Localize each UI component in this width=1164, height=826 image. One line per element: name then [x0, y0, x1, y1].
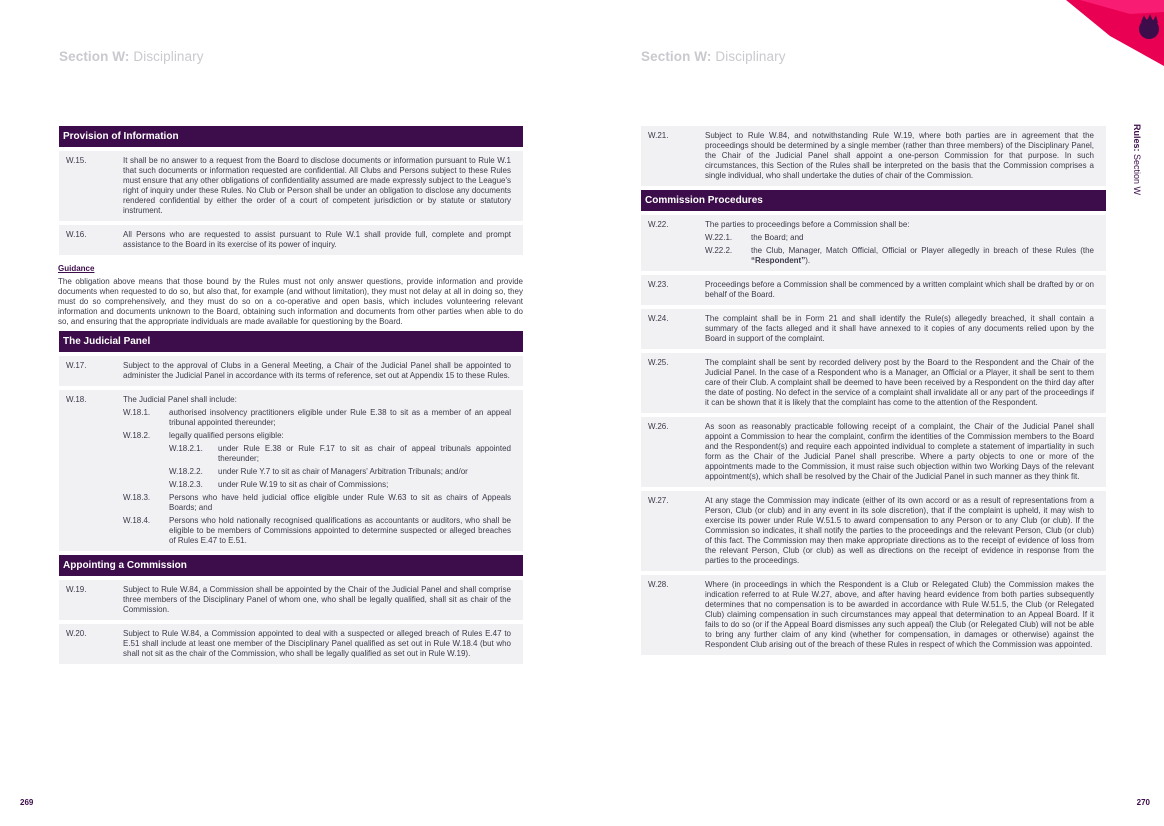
rule-w26: W.26. As soon as reasonably practicable following receipt of a complaint, the Chair of the Judicial Panel shall appoint a Commission to hear the complaint, confirm the identities of the Commission members to the Board and the Respondent(s) and require each appointed individual to complete a statement of impartiality in such form as the Chair of the Judicial Panel shall prescribe. Where a party objects to one or more of the appointments made to the Commission, it must raise such objection within two Working Days of the relevant appointment(s), which shall be resolved by the Chair of the Judicial Panel in such manner as they think fit. [641, 417, 1106, 487]
guidance-title: Guidance [58, 264, 95, 273]
rule-w22-2: W.22.2. the Club, Manager, Match Official, Official or Player allegedly in breach of these Rules (the “Respondent”). [705, 246, 1094, 265]
right-column [641, 126, 1106, 659]
rule-w18-3: W.18.3. Persons who have held judicial office eligible under Rule W.63 to sit as chairs of Appeals Boards; and [123, 493, 511, 512]
rule-w25: W.25. The complaint shall be sent by recorded delivery post by the Board to the Respondent and the Chair of the Judicial Panel. In the case of a Respondent who is a Manager, an Official or a Player, it shall be sent to them care of their Club. A complaint shall be deemed to have been received by a Respondent on the third day after the date of posting. No defect in the service of a complaint shall invalidate all or any part of the proceedings if it can be shown that it is likely that the complaint has come to the attention of the Respondent. [641, 353, 1106, 413]
page-number-right: 270 [1136, 798, 1150, 807]
commission-procedures-header: Commission Procedures [641, 190, 1106, 211]
rule-w20: W.20. Subject to Rule W.84, a Commission appointed to deal with a suspected or alleged breach of Rules E.47 to E.51 shall include at least one member of the Disciplinary Panel qualified as set out in Rule W.18.4 (but who shall not sit as the chair of the Commission, who shall be legally qualified as set out in Rule W.19). [59, 624, 523, 664]
corner-graphic [1040, 0, 1164, 66]
rule-w18: W.18. The Judicial Panel shall include: W.18.1. authorised insolvency practitioners eligible under Rule E.38 to sit as a member of an appeal tribunal appointed thereunder; W.18.2. legally qualified persons eligible: W.18.2.1. under Rule E.38 or Rule F.17 to sit as chair of appeal tribunals appointed thereunder; W.18.2.2. under Rule Y.7 to sit as chair of Managers' Arbitration Tribunals; and/or W.18.2.3. under Rule W.19 to sit as chair of Commissions; W.18.3. Persons who have held judicial office eligible under Rule W.63 to sit as chairs of Appeals Boards; and W.18.4. Persons who hold nationally recognised qualifications as accountants or auditors, who shall be eligible to be members of Commissions appointed to determine suspected or alleged breaches of Rules E.47 to E.51. [59, 390, 523, 551]
appointing-header: Appointing a Commission [59, 555, 523, 576]
rule-w18-4: W.18.4. Persons who hold nationally recognised qualifications as accountants or auditors, who shall be eligible to be members of Commissions appointed to determine suspected or alleged breaches of Rules E.47 to E.51. [123, 516, 511, 545]
rule-w18-2-2: W.18.2.2. under Rule Y.7 to sit as chair of Managers' Arbitration Tribunals; and/or [169, 467, 468, 476]
side-label: Rules: Section W [1132, 124, 1142, 196]
right-page [582, 0, 1164, 826]
rule-w18-1: W.18.1. authorised insolvency practitioners eligible under Rule E.38 to sit as a member of an appeal tribunal appointed thereunder; [123, 408, 511, 427]
rule-w15: W.15. It shall be no answer to a request from the Board to disclose documents or information pursuant to Rule W.1 that such documents or information requested are confidential. All Clubs and Persons subject to these Rules must ensure that any other obligations of confidentiality assumed are made expressly subject to the League's right of inquiry under these Rules. No Club or Person shall be under an obligation to disclose any documents rendered confidential by either the order of a court of competent jurisdiction or by statute or statutory instrument. [59, 151, 523, 221]
rule-w22-1: W.22.1. the Board; and [705, 233, 804, 242]
left-column [59, 126, 523, 668]
rule-w18-2-3: W.18.2.3. under Rule W.19 to sit as chair of Commissions; [169, 480, 389, 489]
rule-w18-2-1: W.18.2.1. under Rule E.38 or Rule F.17 to sit as chair of appeal tribunals appointed thereunder; [169, 444, 511, 463]
page-number-left: 269 [20, 798, 34, 807]
provision-header: Provision of Information [59, 126, 523, 147]
guidance-text: The obligation above means that those bound by the Rules must not only answer questions, provide information and provide documents when requested to do so, but also that, for example (and without limitation), they must not delay at all in doing so, they must do so comprehensively, and they must do so on a co-operative and open basis, which includes volunteering relevant information and documents unknown to the Board, obtaining such information and documents from other parties when able to do so, and ensuring that the appropriate individuals are made available for questioning by the Board. [58, 277, 523, 326]
rule-w28: W.28. Where (in proceedings in which the Respondent is a Club or Relegated Club) the Commission makes the indication referred to at Rule W.27, above, and after having heard evidence from both parties subsequently determines that no compensation is to be awarded in accordance with Rule W.51.5, the Club (or Relegated Club) claiming compensation in such circumstances may appeal that determination to an Appeal Board. If it fails to do so (or if the Appeal Board dismisses any such appeal) the Club (or Relegated Club) will not be able to bring any further claim of any kind (whether for compensation, in damages or otherwise) against the Respondent Club arising out of the breach of these Rules in respect of which the Commission was appointed. [641, 575, 1106, 655]
guidance-block [58, 259, 523, 331]
rule-w24: W.24. The complaint shall be in Form 21 and shall identify the Rule(s) allegedly breached, it shall contain a summary of the facts alleged and it shall have annexed to it copies of any documents relied upon by the Board in support of the complaint. [641, 309, 1106, 349]
rule-w16: W.16. All Persons who are requested to assist pursuant to Rule W.1 shall provide full, complete and prompt assistance to the Board in its exercise of its power of inquiry. [59, 225, 523, 255]
rule-w23: W.23. Proceedings before a Commission shall be commenced by a written complaint which shall be drafted by or on behalf of the Board. [641, 275, 1106, 305]
rule-w18-2: W.18.2. legally qualified persons eligible: W.18.2.1. under Rule E.38 or Rule F.17 to sit as chair of appeal tribunals appointed thereunder; W.18.2.2. under Rule Y.7 to sit as chair of Managers' Arbitration Tribunals; and/or W.18.2.3. under Rule W.19 to sit as chair of Commissions; [123, 431, 511, 489]
rule-w17: W.17. Subject to the approval of Clubs in a General Meeting, a Chair of the Judicial Panel shall be appointed to administer the Judicial Panel in accordance with its terms of reference, set out at Appendix 15 to these Rules. [59, 356, 523, 386]
section-title: Section W: Disciplinary [59, 49, 204, 64]
section-title: Section W: Disciplinary [641, 49, 786, 64]
rule-w22: W.22. The parties to proceedings before a Commission shall be: W.22.1. the Board; and W.22.2. the Club, Manager, Match Official, Official or Player allegedly in breach of these Rules (the “Respondent”). [641, 215, 1106, 271]
rule-w27: W.27. At any stage the Commission may indicate (either of its own accord or as a result of representations from a Person, Club (or club) and in any event in its sole discretion), that if the complaint is upheld, it may wish to exercise its power under Rule W.51.5 to award compensation to any Person or to any Club (or club). If the Commission so indicates, it shall notify the parties to the proceedings and the relevant Person, Club (or club) of this fact. The Commission may then make appropriate directions as to the receipt of evidence of loss from the relevant Person, Club (or club) as well as directions on the receipt of evidence in response from the parties to the proceedings. [641, 491, 1106, 571]
rule-w21: W.21. Subject to Rule W.84, and notwithstanding Rule W.19, where both parties are in agreement that the proceedings should be determined by a single member (rather than three members) of the Disciplinary Panel, the Chair of the Judicial Panel shall appoint a one-person Commission for that purpose. In such circumstances, this Section of the Rules shall be interpreted on the basis that the Commission comprises a single individual, who shall undertake the duties of chair of the Commission. [641, 126, 1106, 186]
rule-w19: W.19. Subject to Rule W.84, a Commission shall be appointed by the Chair of the Judicial Panel and shall comprise three members of the Disciplinary Panel of whom one, who shall be legally qualified, shall sit as chair of the Commission. [59, 580, 523, 620]
judicial-panel-header: The Judicial Panel [59, 331, 523, 352]
